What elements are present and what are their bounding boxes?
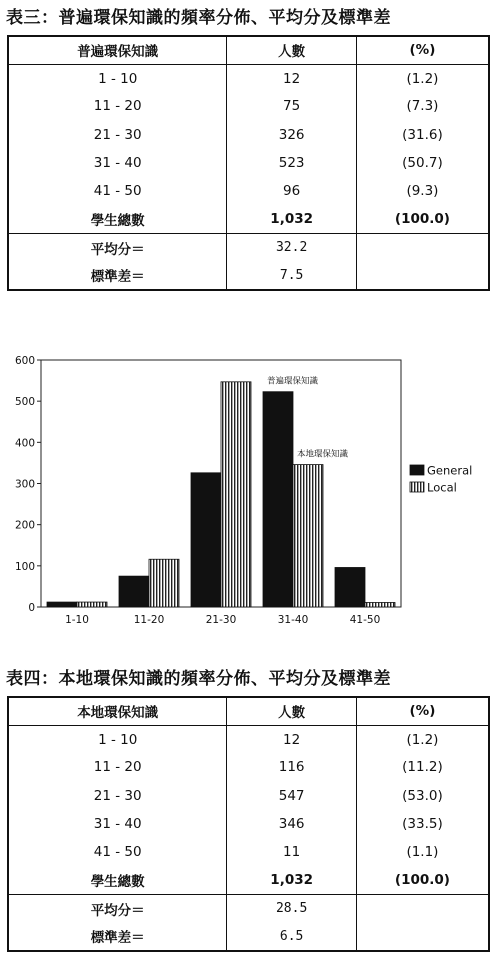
total-row [8, 205, 489, 233]
legend-swatch-local [410, 482, 424, 492]
mean-value: 28.5 [227, 894, 357, 922]
count-cell: 326 [227, 121, 357, 149]
table-row [8, 121, 489, 149]
y-tick-label: 300 [14, 478, 35, 491]
table-row [8, 838, 489, 866]
legend [410, 464, 472, 495]
annotation-label: 普遍環保知識 [267, 376, 319, 387]
x-tick-label: 41-50 [349, 614, 381, 626]
empty-cell [356, 923, 489, 951]
range-cell: 21 - 30 [8, 121, 227, 149]
table-row [8, 753, 489, 781]
sd-row [8, 923, 489, 951]
range-cell: 31 - 40 [8, 810, 227, 838]
total-label: 學生總數 [8, 205, 227, 233]
sd-value: 7.5 [227, 262, 357, 290]
bar-general-21-30 [191, 473, 221, 607]
mean-value: 32.2 [227, 233, 357, 261]
count-cell: 12 [227, 725, 357, 753]
header-percent: (%) [356, 697, 489, 725]
bar-local-21-30 [221, 382, 251, 607]
total-count: 1,032 [227, 205, 357, 233]
y-tick-label: 400 [14, 437, 35, 450]
header-percent: (%) [356, 36, 489, 64]
percent-cell: (33.5) [356, 810, 489, 838]
table-row [8, 64, 489, 92]
count-cell: 547 [227, 782, 357, 810]
range-cell: 41 - 50 [8, 838, 227, 866]
bar-local-11-20 [149, 559, 179, 607]
empty-cell [356, 233, 489, 261]
range-cell: 1 - 10 [8, 725, 227, 753]
count-cell: 346 [227, 810, 357, 838]
range-cell: 41 - 50 [8, 177, 227, 205]
percent-cell: (1.1) [356, 838, 489, 866]
total-count: 1,032 [227, 866, 357, 894]
percent-cell: (50.7) [356, 149, 489, 177]
total-label: 學生總數 [8, 866, 227, 894]
count-cell: 523 [227, 149, 357, 177]
sd-value: 6.5 [227, 923, 357, 951]
header-count: 人數 [227, 697, 357, 725]
mean-row [8, 233, 489, 261]
y-tick-label: 200 [14, 519, 35, 532]
percent-cell: (1.2) [356, 725, 489, 753]
legend-label-local: Local [427, 480, 457, 495]
range-cell: 11 - 20 [8, 92, 227, 120]
sd-label: 標準差＝ [8, 262, 227, 290]
count-cell: 12 [227, 64, 357, 92]
sd-label: 標準差＝ [8, 923, 227, 951]
table-header-row [8, 697, 489, 725]
bar-general-1-10 [47, 602, 77, 607]
bar-local-41-50 [365, 602, 395, 607]
x-axis [65, 614, 380, 626]
y-tick-label: 500 [14, 396, 35, 409]
total-percent: (100.0) [356, 205, 489, 233]
bar-local-31-40 [293, 465, 323, 607]
mean-label: 平均分＝ [8, 894, 227, 922]
y-tick-label: 600 [14, 355, 35, 367]
percent-cell: (1.2) [356, 64, 489, 92]
percent-cell: (31.6) [356, 121, 489, 149]
sd-row [8, 262, 489, 290]
percent-cell: (11.2) [356, 753, 489, 781]
frequency-bar-chart [0, 345, 497, 635]
y-tick-label: 0 [28, 602, 35, 614]
range-cell: 11 - 20 [8, 753, 227, 781]
table-row [8, 725, 489, 753]
general-knowledge-table [7, 35, 490, 291]
table1-caption: 表三：普遍環保知識的頻率分佈、平均分及標準差 [6, 8, 391, 28]
bar-general-41-50 [335, 567, 365, 607]
mean-row [8, 894, 489, 922]
annotation-label: 本地環保知識 [297, 449, 349, 460]
table-header-row [8, 36, 489, 64]
empty-cell [356, 262, 489, 290]
bar-general-31-40 [263, 392, 293, 607]
x-tick-label: 1-10 [65, 614, 89, 626]
legend-swatch-general [410, 465, 424, 475]
range-cell: 31 - 40 [8, 149, 227, 177]
header-count: 人數 [227, 36, 357, 64]
total-row [8, 866, 489, 894]
range-cell: 1 - 10 [8, 64, 227, 92]
percent-cell: (7.3) [356, 92, 489, 120]
bar-general-11-20 [119, 576, 149, 607]
count-cell: 75 [227, 92, 357, 120]
count-cell: 96 [227, 177, 357, 205]
table-row [8, 782, 489, 810]
x-tick-label: 31-40 [277, 614, 309, 626]
percent-cell: (9.3) [356, 177, 489, 205]
empty-cell [356, 894, 489, 922]
percent-cell: (53.0) [356, 782, 489, 810]
total-percent: (100.0) [356, 866, 489, 894]
count-cell: 116 [227, 753, 357, 781]
y-axis [15, 355, 41, 614]
local-knowledge-table [7, 696, 490, 952]
table-row [8, 810, 489, 838]
header-category: 普遍環保知識 [8, 36, 227, 64]
table2-caption: 表四：本地環保知識的頻率分佈、平均分及標準差 [6, 669, 391, 689]
bar-local-1-10 [77, 602, 107, 607]
mean-label: 平均分＝ [8, 233, 227, 261]
x-tick-label: 21-30 [205, 614, 237, 626]
range-cell: 21 - 30 [8, 782, 227, 810]
legend-label-general: General [427, 463, 473, 478]
table-row [8, 149, 489, 177]
count-cell: 11 [227, 838, 357, 866]
table-row [8, 92, 489, 120]
y-tick-label: 100 [14, 560, 35, 573]
header-category: 本地環保知識 [8, 697, 227, 725]
table-row [8, 177, 489, 205]
x-tick-label: 11-20 [133, 614, 165, 626]
